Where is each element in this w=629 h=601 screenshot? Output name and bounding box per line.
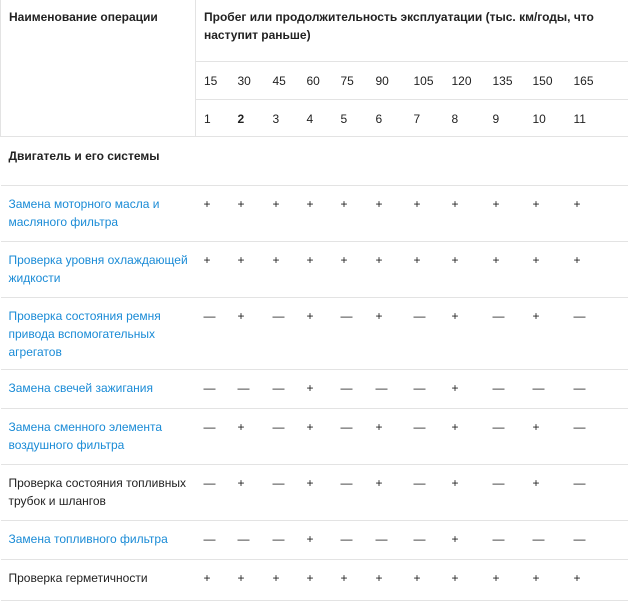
km-header-cell: 135: [485, 62, 525, 99]
km-header-cell: 60: [299, 62, 333, 99]
service-mark-cell: —: [566, 521, 628, 560]
km-header-cell: 150: [525, 62, 566, 99]
operation-name: Проверка состояния топливных трубок и шлангов: [1, 465, 196, 521]
table-row: [1, 242, 628, 298]
service-mark-cell: +: [299, 242, 333, 298]
service-mark-cell: +: [566, 560, 628, 601]
service-mark-cell: +: [265, 186, 299, 242]
service-mark-cell: —: [368, 521, 406, 560]
service-mark-cell: +: [265, 242, 299, 298]
service-mark-cell: —: [333, 370, 368, 409]
service-mark-cell: —: [265, 465, 299, 521]
service-mark-cell: —: [230, 370, 265, 409]
table-row: [1, 465, 628, 521]
service-mark-cell: +: [230, 298, 265, 370]
service-mark-cell: +: [566, 186, 628, 242]
service-mark-cell: +: [444, 521, 485, 560]
service-mark-cell: +: [333, 560, 368, 601]
operation-link[interactable]: Замена сменного элемента воздушного фильтра: [1, 409, 196, 465]
service-mark-cell: +: [368, 186, 406, 242]
service-mark-cell: —: [406, 465, 444, 521]
service-mark-cell: —: [406, 521, 444, 560]
service-mark-cell: +: [196, 560, 230, 601]
header-mileage-title: Пробег или продолжительность эксплуатации (тыс. км/годы, что наступит раньше): [196, 0, 628, 62]
service-mark-cell: +: [444, 370, 485, 409]
year-header-cell: 2: [230, 99, 265, 136]
service-mark-cell: +: [333, 242, 368, 298]
service-mark-cell: —: [196, 465, 230, 521]
service-mark-cell: —: [368, 370, 406, 409]
service-mark-cell: —: [406, 370, 444, 409]
service-mark-cell: +: [230, 242, 265, 298]
table-row: [1, 521, 628, 560]
service-mark-cell: +: [196, 186, 230, 242]
service-mark-cell: —: [406, 409, 444, 465]
km-header-cell: 120: [444, 62, 485, 99]
service-mark-cell: +: [406, 242, 444, 298]
service-mark-cell: +: [525, 186, 566, 242]
operation-link[interactable]: Замена моторного масла и масляного фильтра: [1, 186, 196, 242]
year-header-cell: 9: [485, 99, 525, 136]
service-mark-cell: +: [299, 186, 333, 242]
year-header-cell: 6: [368, 99, 406, 136]
km-header-cell: 165: [566, 62, 628, 99]
service-mark-cell: —: [485, 409, 525, 465]
service-mark-cell: —: [265, 521, 299, 560]
service-mark-cell: +: [230, 465, 265, 521]
service-mark-cell: —: [265, 298, 299, 370]
km-header-cell: 30: [230, 62, 265, 99]
service-mark-cell: +: [406, 560, 444, 601]
service-mark-cell: +: [444, 186, 485, 242]
service-mark-cell: +: [299, 370, 333, 409]
year-header-cell: 3: [265, 99, 299, 136]
km-header-cell: 90: [368, 62, 406, 99]
km-header-cell: 45: [265, 62, 299, 99]
year-header-cell: 11: [566, 99, 628, 136]
service-mark-cell: +: [525, 298, 566, 370]
operation-link[interactable]: Замена свечей зажигания: [1, 370, 196, 409]
year-header-cell: 7: [406, 99, 444, 136]
year-header-cell: 10: [525, 99, 566, 136]
service-mark-cell: —: [265, 370, 299, 409]
service-mark-cell: +: [525, 409, 566, 465]
service-mark-cell: —: [485, 298, 525, 370]
service-mark-cell: —: [525, 521, 566, 560]
service-mark-cell: +: [444, 465, 485, 521]
service-mark-cell: +: [485, 186, 525, 242]
service-mark-cell: +: [444, 242, 485, 298]
service-mark-cell: +: [485, 560, 525, 601]
service-mark-cell: +: [299, 560, 333, 601]
service-mark-cell: —: [566, 370, 628, 409]
table-row: [1, 186, 628, 242]
year-header-cell: 5: [333, 99, 368, 136]
table-row: [1, 370, 628, 409]
service-mark-cell: +: [299, 465, 333, 521]
service-mark-cell: +: [525, 465, 566, 521]
service-mark-cell: +: [525, 242, 566, 298]
service-mark-cell: —: [265, 409, 299, 465]
service-mark-cell: +: [230, 409, 265, 465]
service-mark-cell: +: [444, 298, 485, 370]
service-mark-cell: +: [230, 560, 265, 601]
service-mark-cell: —: [196, 409, 230, 465]
header-operation-name: Наименование операции: [1, 0, 196, 137]
service-mark-cell: +: [333, 186, 368, 242]
operation-name: Проверка герметичности: [1, 560, 196, 601]
km-header-cell: 105: [406, 62, 444, 99]
table-row: [1, 298, 628, 370]
operation-link[interactable]: Проверка состояния ремня привода вспомогательных агрегатов: [1, 298, 196, 370]
service-mark-cell: —: [196, 521, 230, 560]
service-mark-cell: +: [368, 298, 406, 370]
service-mark-cell: —: [566, 298, 628, 370]
km-header-cell: 75: [333, 62, 368, 99]
service-mark-cell: +: [299, 521, 333, 560]
service-mark-cell: +: [230, 186, 265, 242]
service-mark-cell: +: [196, 242, 230, 298]
service-mark-cell: —: [333, 298, 368, 370]
table-row: [1, 409, 628, 465]
operation-link[interactable]: Замена топливного фильтра: [1, 521, 196, 560]
service-mark-cell: —: [196, 298, 230, 370]
service-mark-cell: —: [485, 465, 525, 521]
service-mark-cell: —: [333, 521, 368, 560]
year-header-cell: 1: [196, 99, 230, 136]
service-mark-cell: —: [333, 409, 368, 465]
service-mark-cell: —: [566, 409, 628, 465]
service-mark-cell: —: [566, 465, 628, 521]
service-mark-cell: —: [196, 370, 230, 409]
service-mark-cell: +: [566, 242, 628, 298]
service-mark-cell: +: [525, 560, 566, 601]
service-mark-cell: —: [525, 370, 566, 409]
operation-link[interactable]: Проверка уровня охлаждающей жидкости: [1, 242, 196, 298]
service-mark-cell: —: [333, 465, 368, 521]
service-mark-cell: +: [368, 242, 406, 298]
service-mark-cell: +: [485, 242, 525, 298]
year-header-cell: 8: [444, 99, 485, 136]
km-header-cell: 15: [196, 62, 230, 99]
service-mark-cell: —: [230, 521, 265, 560]
service-mark-cell: +: [265, 560, 299, 601]
service-mark-cell: —: [485, 370, 525, 409]
service-mark-cell: +: [406, 186, 444, 242]
service-mark-cell: —: [406, 298, 444, 370]
service-mark-cell: +: [299, 298, 333, 370]
service-mark-cell: +: [368, 465, 406, 521]
service-mark-cell: +: [444, 409, 485, 465]
year-header-cell: 4: [299, 99, 333, 136]
table-row: [1, 560, 628, 601]
service-mark-cell: +: [368, 409, 406, 465]
section-title: Двигатель и его системы: [1, 137, 628, 186]
service-mark-cell: —: [485, 521, 525, 560]
service-mark-cell: +: [444, 560, 485, 601]
service-mark-cell: +: [368, 560, 406, 601]
service-mark-cell: +: [299, 409, 333, 465]
